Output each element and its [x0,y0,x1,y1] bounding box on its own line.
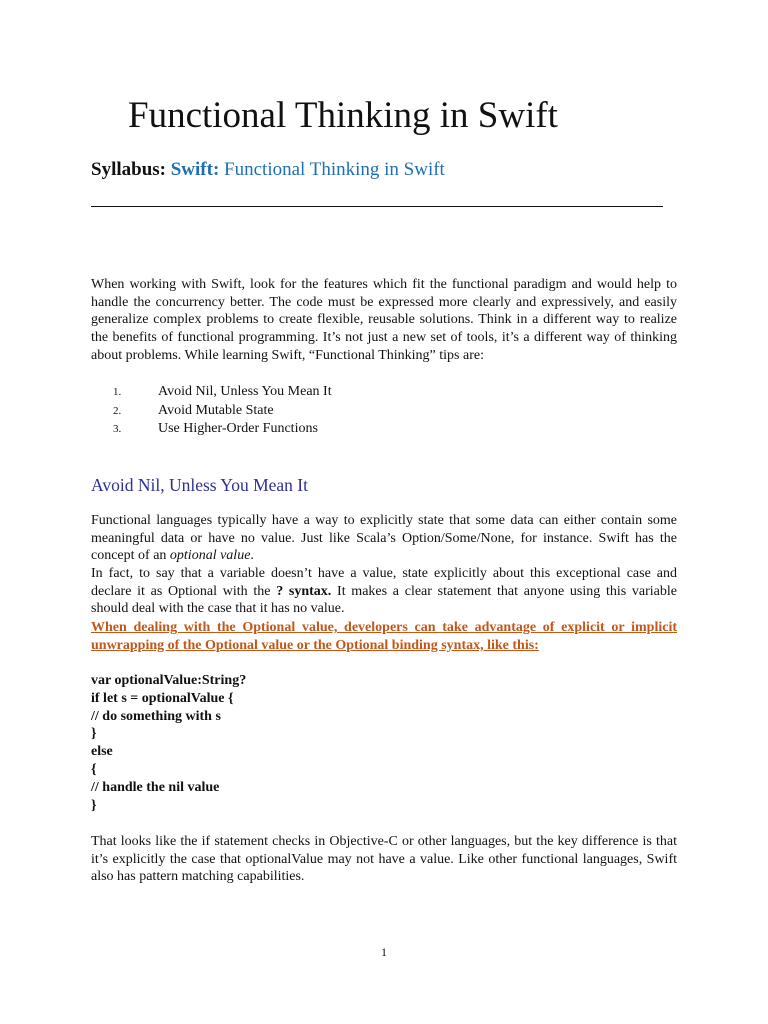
syllabus-line [91,157,445,183]
strong-text: ? syntax. [276,583,332,599]
optional-paragraph-2 [91,565,677,618]
list-item-number: 1. [113,386,122,398]
code-line: var optionalValue:String? [91,673,247,688]
list-item-text: Use Higher-Order Functions [158,421,318,436]
optional-paragraph-1 [91,512,677,565]
page-title: Functional Thinking in Swift [128,95,558,136]
paragraph-text: Functional languages typically have a way to explicitly state that some data can either contain some meaningful data or have no value. Just like Scala’s Option/Some/None, for instance. Swift has the concept of an [91,513,677,564]
list-item-number: 3. [113,423,122,435]
emphasis-text: optional value [169,548,251,564]
section-heading: Avoid Nil, Unless You Mean It [91,475,308,495]
paragraph-text: In fact, to say that a variable doesn’t have a value, state explicitly about this exceptional case and declare it as Optional with the [91,566,677,599]
code-line: // handle the nil value [91,779,220,795]
syllabus-topic-link[interactable]: Functional Thinking in Swift [224,159,445,180]
code-line: } [91,726,97,742]
list-item-number: 2. [113,404,122,417]
code-line: if let s = optionalValue { [91,690,234,706]
code-line: // do something with s [91,708,221,724]
paragraph-text: It makes a clear statement that anyone using this variable should deal with the case that it has no value. [91,583,677,617]
list-item-text: Avoid Mutable State [158,402,274,418]
list-item [91,383,332,402]
paragraph-text: . [250,548,254,564]
code-line: } [91,797,97,813]
horizontal-rule [91,206,663,207]
code-line: { [91,761,97,777]
syllabus-course-link[interactable]: Swift: [170,159,220,180]
tips-list [91,383,332,439]
code-block [91,672,246,814]
list-item [91,420,332,439]
list-item-text: Avoid Nil, Unless You Mean It [158,384,332,399]
page-number: 1 [381,945,387,959]
syllabus-label: Syllabus: [91,159,166,180]
outro-paragraph: That looks like the if statement checks in Objective-C or other languages, but the key difference is that it’s explicitly the case that optionalValue may not have a value. Like other functional languages, Swift also has pattern matching capabilities. [91,834,677,885]
code-line: else [91,744,113,760]
highlight-paragraph: When dealing with the Optional value, developers can take advantage of explicit or implicit unwrapping of the Optional value or the Optional binding syntax, like this: [91,620,677,653]
intro-paragraph: When working with Swift, look for the features which fit the functional paradigm and would help to handle the concurrency better. The code must be expressed more clearly and expressively, and easily generalize complex problems to create flexible, reusable solutions. Think in a different way to realize the benefits of functional programming. It’s not just a new set of tools, it’s a different way of thinking about problems. While learning Swift, “Functional Thinking” tips are: [91,277,677,363]
list-item [91,402,332,421]
